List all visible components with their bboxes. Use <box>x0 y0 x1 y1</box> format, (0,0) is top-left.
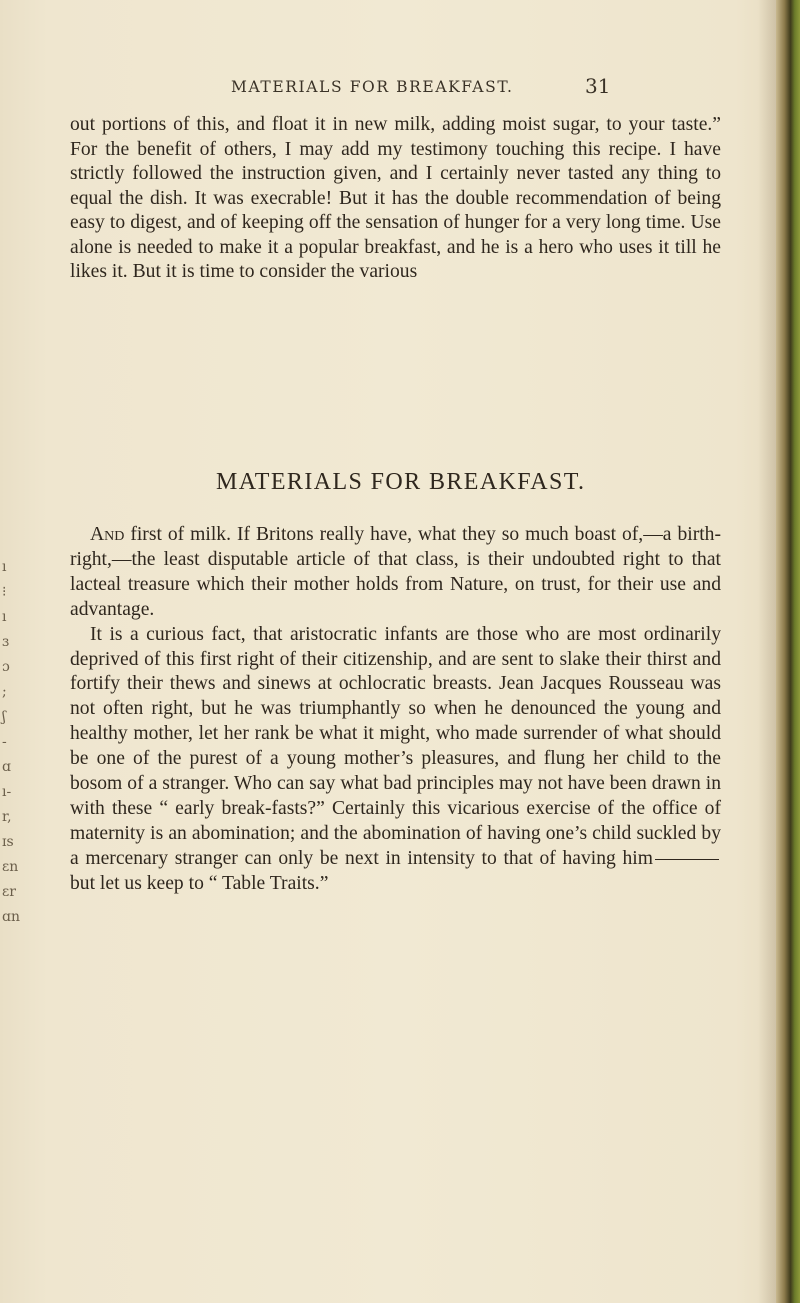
book-binding-edge <box>776 0 800 1303</box>
left-margin-fragment: ʃ <box>2 709 6 725</box>
left-margin-fragment: ɑ <box>2 759 11 775</box>
paragraph-1-text: first of milk. If Britons really have, what they so much boast of,—a birth-right,—the least disputable article of that class, is their undoubted right to that lacteal treasure which their mother holds from Nature, on trust, for their use and advantage. <box>70 524 721 620</box>
left-margin-fragment: ɔ <box>2 659 10 675</box>
left-margin-fragment: ɑn <box>2 909 20 925</box>
left-margin-fragment: ı <box>2 559 7 575</box>
left-margin-fragment: - <box>2 734 7 750</box>
left-margin-fragment: ɜ <box>2 634 10 650</box>
left-margin-fragment: ı <box>2 609 7 625</box>
left-margin-fragment: ɛn <box>2 859 19 875</box>
left-margin-fragment: ɪs <box>2 834 14 850</box>
continued-paragraph-block <box>70 113 721 285</box>
paragraph-2-text-b: but let us keep to “ Table Traits.” <box>70 872 329 894</box>
left-margin-fragment: r, <box>2 809 12 825</box>
paragraph-1-lead: And <box>90 524 125 545</box>
left-margin-fragment: ; <box>2 684 7 700</box>
em-rule <box>655 859 719 860</box>
page-number: 31 <box>585 74 611 98</box>
binding-shadow <box>758 0 776 1303</box>
left-margin-fragment: ı- <box>2 784 12 800</box>
running-head: MATERIALS FOR BREAKFAST. <box>231 78 514 96</box>
paragraph-2-text-a: It is a curious fact, that aristocratic infants are those who are most ordinarily deprived of this first right of their citizenship, and are sent to slake their thirst and fortify their thews and sinews at ochlocratic breasts. Jean Jacques Rousseau was not often right, but he was triumphantly so when he denounced the young and healthy mother, let her rank be what it might, who made surrender of what should be one of the purest of a young mother’s pleasures, and flung her child to the bosom of a stranger. Who can say what bad principles may not have been drawn in with these “ early break-fasts?” Certainly this vicarious exercise of the office of maternity is an abomination; and the abomination of having one’s child suckled by a mercenary stranger can only be next in intensity to that of having him <box>70 623 721 869</box>
left-margin-bleed <box>0 559 20 1080</box>
page-header <box>0 74 800 104</box>
left-margin-fragment: ⁝ <box>2 584 7 600</box>
section-body <box>70 523 721 897</box>
continued-paragraph: out portions of this, and float it in new milk, adding moist sugar, to your taste.” For the benefit of others, I may add my testimony touching this recipe. I have strictly followed the instruction given, and I certainly never tasted any thing to equal the dish. It was execrable! But it has the double recommendation of being easy to digest, and of keeping off the sensation of hunger for a very long time. Use alone is needed to make it a popular breakfast, and he is a hero who uses it till he likes it. But it is time to consider the various <box>70 114 721 282</box>
paragraph-1 <box>70 523 721 623</box>
section-heading: MATERIALS FOR BREAKFAST. <box>216 469 586 495</box>
left-margin-fragment: ɛr <box>2 884 16 900</box>
paragraph-2 <box>70 623 721 897</box>
